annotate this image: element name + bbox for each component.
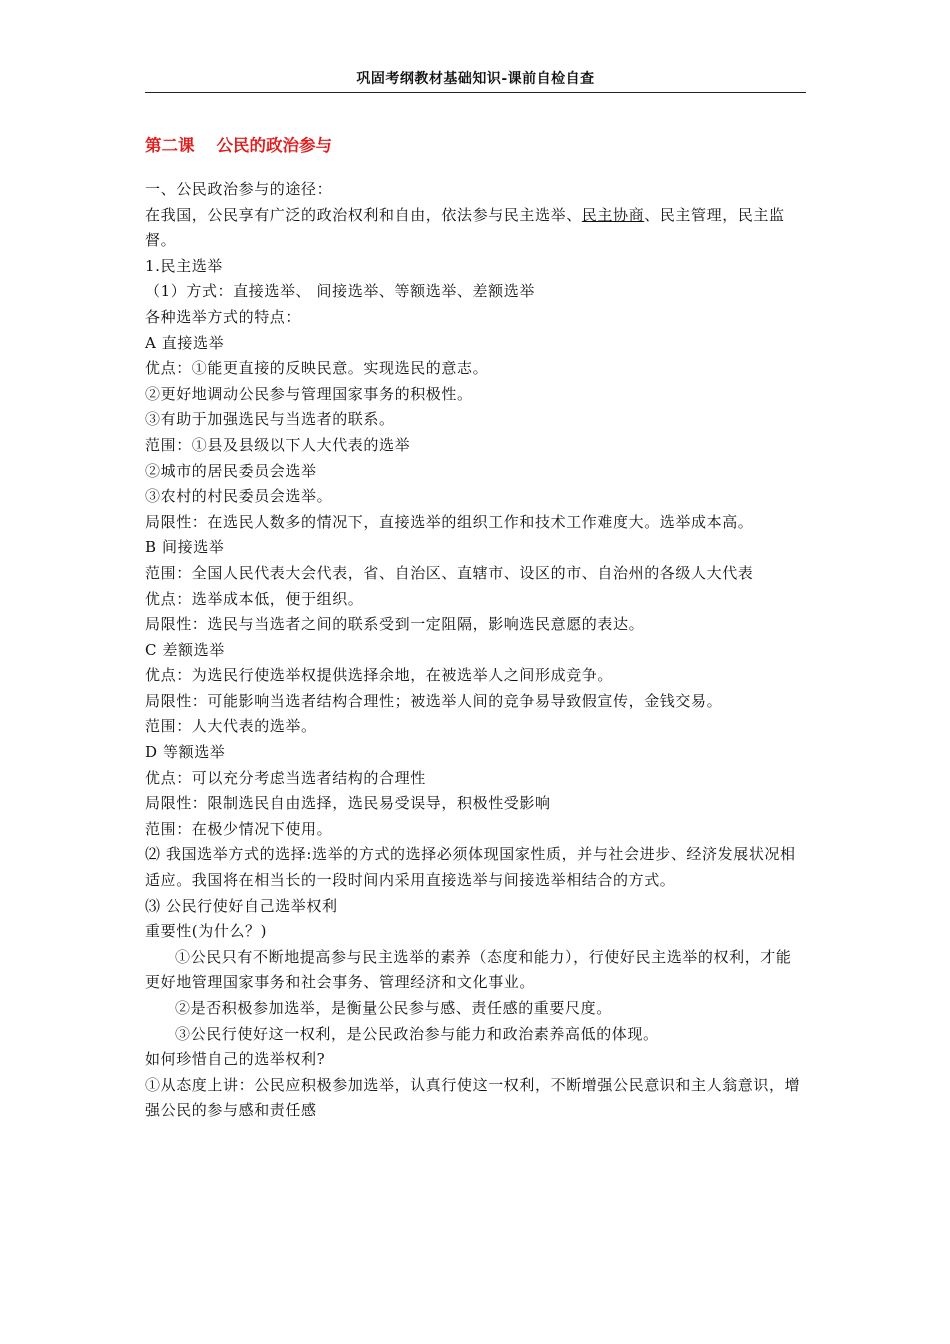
paragraph: ①从态度上讲：公民应积极参加选举，认真行使这一权利，不断增强公民意识和主人翁意识，增强公民的参与感和责任感 [145, 1075, 801, 1120]
paragraph: 优点：选举成本低，便于组织。 [145, 589, 364, 608]
subheading: C 差额选举 [145, 640, 225, 659]
paragraph: ①公民只有不断地提高参与民主选举的素养（态度和能力），行使好民主选举的权利，才能更好地管理国家事务和社会事务、管理经济和文化事业。 [145, 947, 792, 992]
underlined-text: 民主协商 [581, 205, 645, 224]
paragraph: 如何珍惜自己的选举权利? [145, 1050, 326, 1069]
subheading: B 间接选举 [145, 538, 225, 557]
lesson-label: 第二课 [145, 136, 195, 155]
paragraph: 各种选举方式的特点： [145, 307, 302, 326]
paragraph: ②城市的居民委员会选举 [145, 461, 317, 480]
text-run: 、民主管理，民主监督。 [145, 205, 785, 250]
paragraph: ②是否积极参加选举，是衡量公民参与感、责任感的重要尺度。 [175, 999, 612, 1017]
lesson-name: 公民的政治参与 [216, 136, 332, 155]
paragraph: 局限性：可能影响当选者结构合理性；被选举人间的竞争易导致假宣传，金钱交易。 [145, 691, 723, 710]
paragraph: 局限性：在选民人数多的情况下，直接选举的组织工作和技术工作难度大。选举成本高。 [145, 512, 754, 531]
paragraph: （1）方式：直接选举、 间接选举、等额选举、差额选举 [145, 282, 535, 301]
lesson-title [145, 136, 332, 156]
paragraph [145, 203, 807, 254]
subheading: A 直接选举 [145, 333, 225, 352]
page-header: 巩固考纲教材基础知识-课前自检自查 [145, 66, 806, 93]
paragraph: 局限性：限制选民自由选择，选民易受误导，积极性受影响 [145, 794, 551, 813]
paragraph: ③有助于加强选民与当选者的联系。 [145, 410, 395, 429]
document-body [145, 177, 807, 1124]
subheading: 1.民主选举 [145, 256, 223, 275]
paragraph: 重要性(为什么？) [145, 922, 268, 941]
paragraph: 优点：为选民行使选举权提供选择余地，在被选举人之间形成竞争。 [145, 666, 614, 685]
paragraph: 局限性：选民与当选者之间的联系受到一定阻隔，影响选民意愿的表达。 [145, 615, 645, 634]
paragraph: 范围：人大代表的选举。 [145, 717, 317, 736]
paragraph: 优点：可以充分考虑当选者结构的合理性 [145, 768, 426, 787]
paragraph: ⑶ 公民行使好自己选举权利 [145, 896, 338, 915]
section-heading: 一、公民政治参与的途径： [145, 180, 333, 198]
paragraph: ⑵ 我国选举方式的选择:选举的方式的选择必须体现国家性质，并与社会进步、经济发展状况相适应。我国将在相当长的一段时间内采用直接选举与间接选举相结合的方式。 [145, 845, 796, 890]
paragraph: ③公民行使好这一权利，是公民政治参与能力和政治素养高低的体现。 [175, 1024, 659, 1043]
paragraph: 范围：在极少情况下使用。 [145, 819, 333, 838]
paragraph: ②更好地调动公民参与管理国家事务的积极性。 [145, 384, 473, 403]
subheading: D 等额选举 [145, 743, 226, 762]
paragraph: 范围：全国人民代表大会代表，省、自治区、直辖市、设区的市、自治州的各级人大代表 [145, 563, 754, 582]
text-run: 在我国，公民享有广泛的政治权利和自由，依法参与民主选举、 [145, 205, 582, 224]
paragraph: 优点：①能更直接的反映民意。实现选民的意志。 [145, 359, 489, 378]
paragraph: 范围：①县及县级以下人大代表的选举 [145, 435, 411, 454]
paragraph: ③农村的村民委员会选举。 [145, 487, 333, 506]
